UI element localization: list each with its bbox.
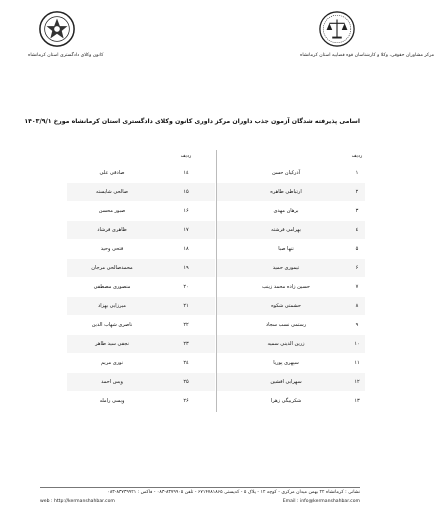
row-number: ۸: [355, 303, 359, 309]
row-number: ۱۷: [183, 227, 189, 233]
table-row: [67, 164, 215, 182]
table-header-row: [67, 150, 215, 162]
table-row: [217, 259, 365, 277]
table-row: [217, 316, 365, 334]
row-number: ۲۰: [183, 284, 189, 290]
left-logo-caption: کانون وکلای دادگستری استان کرمانشاه: [28, 53, 104, 58]
row-name: بهرامی فرشته: [271, 227, 301, 233]
footer-email: Email : info@kermanshahbar.com: [282, 499, 360, 504]
table-row: [67, 183, 215, 201]
row-number: ۲۳: [183, 341, 189, 347]
row-name: برهان مهدی: [273, 208, 299, 214]
row-name: منصوری مصطفی: [93, 284, 131, 290]
row-number: ۵: [355, 246, 359, 252]
row-number: ۹: [355, 322, 359, 328]
footer-web: web : http://kermanshahbar.com: [40, 499, 115, 504]
row-name: فتحی وحید: [100, 246, 124, 252]
table-row: [217, 202, 365, 220]
row-name: آذرکیان حسن: [271, 170, 301, 176]
table-row: [217, 183, 365, 201]
row-name: ویس احمد: [101, 379, 123, 385]
table-right-column: [217, 150, 365, 412]
row-number: ۱۵: [183, 189, 189, 195]
row-name: حسین زاده محمد زینب: [262, 284, 310, 290]
table-row: [67, 392, 215, 410]
row-name: نوری مریم: [100, 360, 124, 366]
table-row: [67, 297, 215, 315]
row-number: ۲۵: [183, 379, 189, 385]
row-number: ۱۳: [354, 398, 360, 404]
row-name: سهرابی افشین: [270, 379, 302, 385]
table-row: [67, 278, 215, 296]
table-row: [217, 221, 365, 239]
row-name: صبور محسن: [98, 208, 126, 214]
table-row: [217, 240, 365, 258]
header-number: ردیف: [180, 153, 192, 159]
table-row: [217, 354, 365, 372]
row-name: نجفی سید طاهر: [95, 341, 129, 347]
row-number: ۱۱: [354, 360, 360, 366]
row-name: صادقی علی: [99, 170, 125, 176]
bar-association-logo-icon: [38, 10, 76, 48]
row-number: ۱٤: [183, 170, 189, 176]
table-row: [217, 164, 365, 182]
row-number: ٤: [355, 227, 359, 233]
row-name: تیموری حمید: [272, 265, 300, 271]
row-name: ظاهری فرشاد: [97, 227, 127, 233]
row-number: ۳: [355, 208, 359, 214]
header-number: ردیف: [351, 153, 363, 159]
accepted-list-table: [67, 150, 365, 412]
row-number: ۱۹: [183, 265, 189, 271]
row-number: ۱: [355, 170, 359, 176]
row-name: ویسی رامله: [99, 398, 125, 404]
row-name: محمدصالحی مرجان: [91, 265, 133, 271]
row-name: سپهری پوریا: [273, 360, 299, 366]
table-row: [67, 335, 215, 353]
row-name: رستمی نسب سجاد: [265, 322, 307, 328]
row-number: ۱۶: [183, 208, 189, 214]
table-row: [67, 316, 215, 334]
footer-divider: [40, 487, 360, 488]
row-number: ۷: [355, 284, 359, 290]
table-row: [217, 373, 365, 391]
row-number: ۲۶: [183, 398, 189, 404]
row-name: ارتباطی طاهره: [270, 189, 302, 195]
row-number: ۱۲: [354, 379, 360, 385]
row-number: ۲۲: [183, 322, 189, 328]
document-title: اسامی پذیرفته شدگان آزمون جذب داوران مرکز داوری کانون وکلای دادگستری استان کرمانشاه مورخ ۱۴۰۳/۹/۱: [24, 118, 360, 125]
table-row: [217, 335, 365, 353]
row-name: شکربیگی زهرا: [270, 398, 302, 404]
footer-contacts: [40, 499, 360, 504]
table-row: [217, 297, 365, 315]
table-row: [67, 202, 215, 220]
row-name: صالحی شایسته: [95, 189, 129, 195]
row-number: ۱۰: [354, 341, 360, 347]
row-name: زرین الدینی سمیه: [267, 341, 305, 347]
table-row: [67, 259, 215, 277]
table-row: [67, 373, 215, 391]
row-number: ۲٤: [183, 360, 189, 366]
row-number: ۶: [355, 265, 359, 271]
row-name: حشمتی شکوه: [271, 303, 301, 309]
row-number: ۱۸: [183, 246, 189, 252]
row-name: ناصری شهاب الدین: [91, 322, 133, 328]
row-name: تنها صبا: [278, 246, 294, 252]
table-left-column: [67, 150, 215, 412]
row-number: ۲۱: [183, 303, 189, 309]
row-number: ۲: [355, 189, 359, 195]
table-row: [217, 278, 365, 296]
table-row: [67, 240, 215, 258]
right-logo-caption: مرکز مشاوران حقوقی، وکلا و کارشناسان قوه قضاییه استان کرمانشاه: [300, 53, 434, 58]
table-divider: [216, 150, 217, 412]
table-row: [217, 392, 365, 410]
footer-address: نشانی : کرمانشاه ۲۲ بهمن میدان مرکزی - کوچه ۱۲ - پلاک ۵ - کدپستی ۶۷۱۴۷۸۱۸۶۵ - تلفن ۸۳۷۹۹۰۵-۰۸۳ - فاکس : ۸۳۷۳۹۹۲۱-۰۸۳: [107, 490, 360, 495]
table-header-row: [217, 150, 365, 162]
legal-center-logo-icon: [318, 10, 356, 48]
table-row: [67, 221, 215, 239]
table-row: [67, 354, 215, 372]
row-name: میرزایی بهزاد: [98, 303, 126, 309]
